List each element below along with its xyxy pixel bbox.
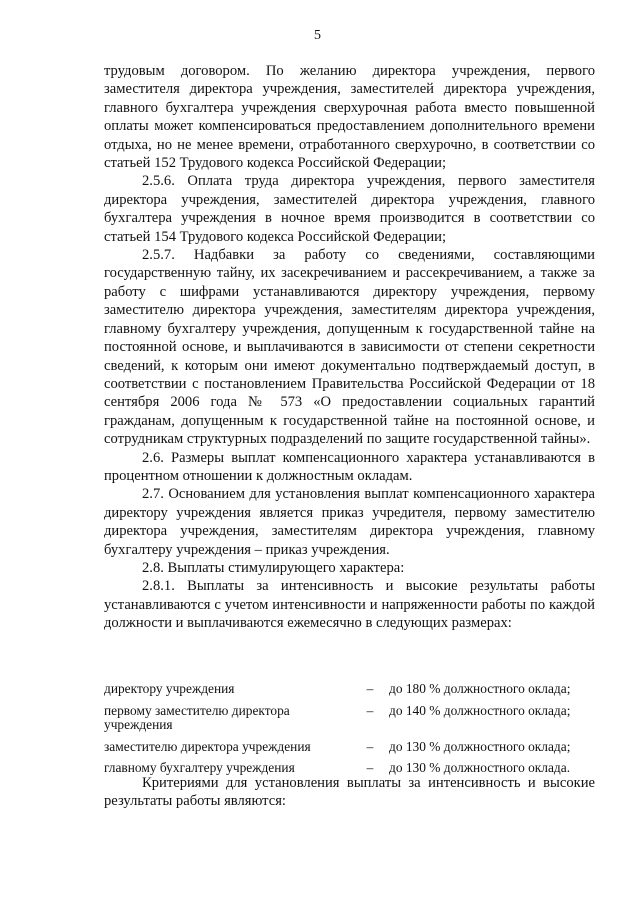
page-number: 5 <box>314 28 321 43</box>
position-label: директору учреждения <box>104 681 235 696</box>
paragraph-2-8-1: 2.8.1. Выплаты за интенсивность и высокие результаты работы устанавливаются с учетом интенсивности и напряженности работы по каждой должности и выплачиваются ежемесячно в следующих размерах: <box>104 578 595 632</box>
position-label: первому заместителю директора учреждения <box>104 702 290 732</box>
paragraph-2-5-7: 2.5.7. Надбавки за работу со сведениями, составляющими государственную тайну, их засекречиванием и рассекречиванием, а также за работу с шифрами устанавливаются директору учреждения, первому заместителю директора учреждения, заместителям директора учреждения, главному бухгалтеру учреждения, допущенным к государственной тайне на постоянной основе, и выплачиваются в зависимости от степени секретности сведений, к которым они имеют документально подтверждаемый доступ, в соответствии с постановлением Правительства Российской Федерации от 18 сентября 2006 года № 573 «О предоставлении социальных гарантий гражданам, допущенным к государственной тайне на постоянной основе, и сотрудникам структурных подразделений по защите государственной тайны». <box>104 247 595 448</box>
position-label: заместителю директора учреждения <box>104 738 311 754</box>
rate-value: до 130 % должностного оклада. <box>389 760 571 775</box>
dash-separator: – <box>366 760 374 775</box>
document-body <box>104 62 595 633</box>
table-row <box>104 740 595 762</box>
paragraph-2-8: 2.8. Выплаты стимулирующего характера: <box>142 559 405 576</box>
rate-value: до 180 % должностного оклада; <box>389 681 571 696</box>
table-row <box>104 682 595 704</box>
paragraph-2-7: 2.7. Основанием для установления выплат компенсационного характера директору учреждения является приказ учредителя, первому заместителю директора учреждения, заместителям директора учреждения, главному бухгалтеру учреждения – приказ учреждения. <box>104 486 595 558</box>
dash-separator: – <box>366 681 374 696</box>
paragraph-2-6: 2.6. Размеры выплат компенсационного характера устанавливаются в процентном отношении к должностным окладам. <box>104 449 595 484</box>
pay-rates-table <box>104 682 595 776</box>
dash-separator: – <box>366 702 374 718</box>
rate-value: до 140 % должностного оклада; <box>389 702 571 718</box>
dash-separator: – <box>366 738 374 754</box>
closing-section <box>104 774 595 811</box>
position-label: главному бухгалтеру учреждения <box>104 760 295 775</box>
paragraph-2-5-6: 2.5.6. Оплата труда директора учреждения, первого заместителя директора учреждения, заместителей директора учреждения, главного бухгалтера учреждения в ночное время производится в соответствии со статьей 154 Трудового кодекса Российской Федерации; <box>104 173 595 245</box>
rate-value: до 130 % должностного оклада; <box>389 738 571 754</box>
paragraph-continuation: трудовым договором. По желанию директора учреждения, первого заместителя директора учреждения, заместителей директора учреждения, главного бухгалтера учреждения сверхурочная работа вместо повышенной оплаты может компенсироваться предоставлением дополнительного времени отдыха, но не менее времени, отработанного сверхурочно, в соответствии со статьей 152 Трудового кодекса Российской Федерации; <box>104 63 595 172</box>
paragraph-criteria: Критериями для установления выплаты за интенсивность и высокие результаты работы являются: <box>104 775 595 810</box>
table-row <box>104 704 595 740</box>
